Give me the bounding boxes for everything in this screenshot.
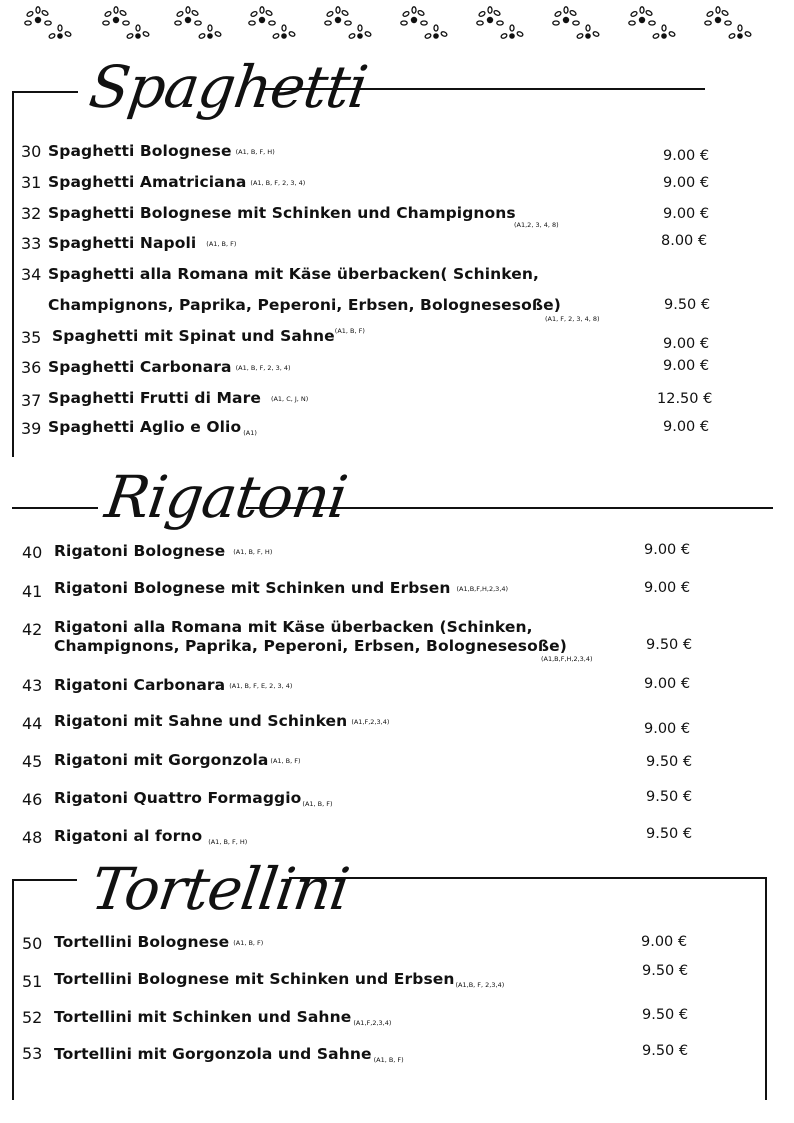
item-price: 9.50 € [642,1007,689,1023]
item-allergens: (A1, F, 2, 3, 4, 8) [545,315,600,323]
item-name: Tortellini Bolognese (A1, B, F) [54,933,264,951]
item-name: Spaghetti Napoli (A1, B, F) [48,234,237,252]
item-number: 33 [21,234,42,253]
floral-dots-border-icon [0,6,794,46]
item-number: 50 [22,934,43,953]
tortellini-section-title: Tortellini [87,855,353,923]
item-number: 40 [22,543,43,562]
item-allergens: (A1, C, J, N) [270,394,309,403]
item-allergens: (A1,B,F,H,2,3,4) [456,584,509,593]
item-price: 9.50 € [646,754,693,770]
item-price: 9.00 € [644,721,691,737]
item-name: Spaghetti Bolognese (A1, B, F, H) [48,142,275,160]
item-name: Tortellini mit Schinken und Sahne (A1,F,2,3,4) [54,1008,392,1027]
item-number: 41 [22,582,43,601]
item-number: 36 [21,358,42,377]
spaghetti-frame-top-left [12,91,78,93]
item-name: Spaghetti Amatriciana (A1, B, F, 2, 3, 4) [48,173,306,191]
item-number: 45 [22,752,43,771]
item-number: 37 [21,391,42,410]
item-name: Spaghetti Aglio e Olio (A1) [48,418,257,437]
item-number: 39 [21,419,42,438]
item-price: 8.00 € [661,233,708,249]
item-number: 34 [21,265,42,284]
item-name: Rigatoni mit Gorgonzola (A1, B, F) [54,751,301,769]
item-allergens: (A1, B, F, H) [233,547,273,556]
item-name: Spaghetti Frutti di Mare (A1, C, J, N) [48,389,309,407]
item-allergens: (A1, B, F, 2, 3, 4) [235,363,291,372]
item-name-line2: Champignons, Paprika, Peperoni, Erbsen, Bolognesesoße) [54,637,567,655]
item-price: 9.50 € [664,297,711,313]
tortellini-frame-top-left [12,879,77,881]
item-name: Spaghetti Carbonara (A1, B, F, 2, 3, 4) [48,358,291,376]
item-name: Rigatoni Bolognese mit Schinken und Erbsen (A1,B,F,H,2,3,4) [54,579,509,597]
item-name: Rigatoni al forno (A1, B, F, H) [54,827,248,846]
tortellini-frame-top-right [289,877,767,879]
item-allergens: (A1,F,2,3,4) [351,717,390,726]
item-name: Rigatoni mit Sahne und Schinken (A1,F,2,3,4) [54,712,390,730]
item-number: 43 [22,676,43,695]
item-number: 48 [22,828,43,847]
tortellini-frame-right [765,877,767,1100]
item-name: Spaghetti alla Romana mit Käse überbacken( Schinken, [48,265,539,283]
rigatoni-section-title: Rigatoni [101,463,351,531]
item-price: 9.00 € [663,148,710,164]
item-number: 31 [21,173,42,192]
item-allergens: (A1) [243,429,257,437]
item-allergens: (A1, B, F) [270,756,301,765]
item-name: Tortellini mit Gorgonzola und Sahne (A1, B, F) [54,1045,404,1064]
item-price: 9.00 € [641,934,688,950]
item-price: 9.00 € [663,175,710,191]
item-allergens: (A1, B, F) [334,327,365,335]
item-name: Tortellini Bolognese mit Schinken und Erbsen(A1,B, F, 2,3,4) [54,970,505,989]
tortellini-frame-left [12,879,14,1100]
item-allergens: (A1,B,F,H,2,3,4) [541,655,593,663]
item-price: 9.00 € [644,676,691,692]
item-price: 12.50 € [657,391,713,407]
item-number: 32 [21,204,42,223]
item-allergens: (A1, B, F, 2, 3, 4) [250,178,306,187]
item-price: 9.00 € [663,419,710,435]
item-price: 9.50 € [642,963,689,979]
item-name: Spaghetti mit Spinat und Sahne$^{(A1, B, F)}$ [52,327,365,345]
item-price: 9.50 € [646,789,693,805]
item-allergens: (A1, B, F) [233,938,264,947]
item-number: 35 [21,328,42,347]
item-allergens: (A1, B, F, E, 2, 3, 4) [229,681,293,690]
item-name: Spaghetti Bolognese mit Schinken und Champignons [48,204,516,222]
item-price: 9.50 € [642,1043,689,1059]
item-name: Rigatoni Carbonara (A1, B, F, E, 2, 3, 4) [54,676,293,694]
item-number: 51 [22,972,43,991]
item-allergens: (A1, B, F) [302,800,333,808]
item-name: Rigatoni alla Romana mit Käse überbacken (Schinken, [54,618,533,636]
item-price: 9.50 € [646,637,693,653]
item-allergens: (A1,B, F, 2,3,4) [455,981,505,989]
item-number: 30 [21,142,42,161]
item-name: Rigatoni Quattro Formaggio(A1, B, F) [54,789,333,808]
item-allergens: (A1, B, F, H) [208,838,248,846]
item-name: Rigatoni Bolognese (A1, B, F, H) [54,542,273,560]
item-price: 9.00 € [663,358,710,374]
item-number: 42 [22,620,43,639]
item-price: 9.00 € [663,336,710,352]
spaghetti-section-title: Spaghetti [85,53,372,121]
item-allergens: (A1, B, F, H) [235,147,275,156]
item-allergens: (A1, B, F) [373,1056,404,1064]
item-allergens: (A1,2, 3, 4, 8) [514,221,559,229]
item-price: 9.50 € [646,826,693,842]
item-price: 9.00 € [644,580,691,596]
item-name-line2: Champignons, Paprika, Peperoni, Erbsen, Bolognesesoße) [48,296,561,314]
rigatoni-divider-left [12,507,98,509]
item-allergens: (A1, B, F) [206,239,237,248]
item-price: 9.00 € [644,542,691,558]
spaghetti-frame-left [12,91,14,457]
item-number: 53 [22,1044,43,1063]
item-number: 44 [22,714,43,733]
item-price: 9.00 € [663,206,710,222]
item-allergens: (A1,F,2,3,4) [353,1019,392,1027]
item-number: 52 [22,1008,43,1027]
item-number: 46 [22,790,43,809]
